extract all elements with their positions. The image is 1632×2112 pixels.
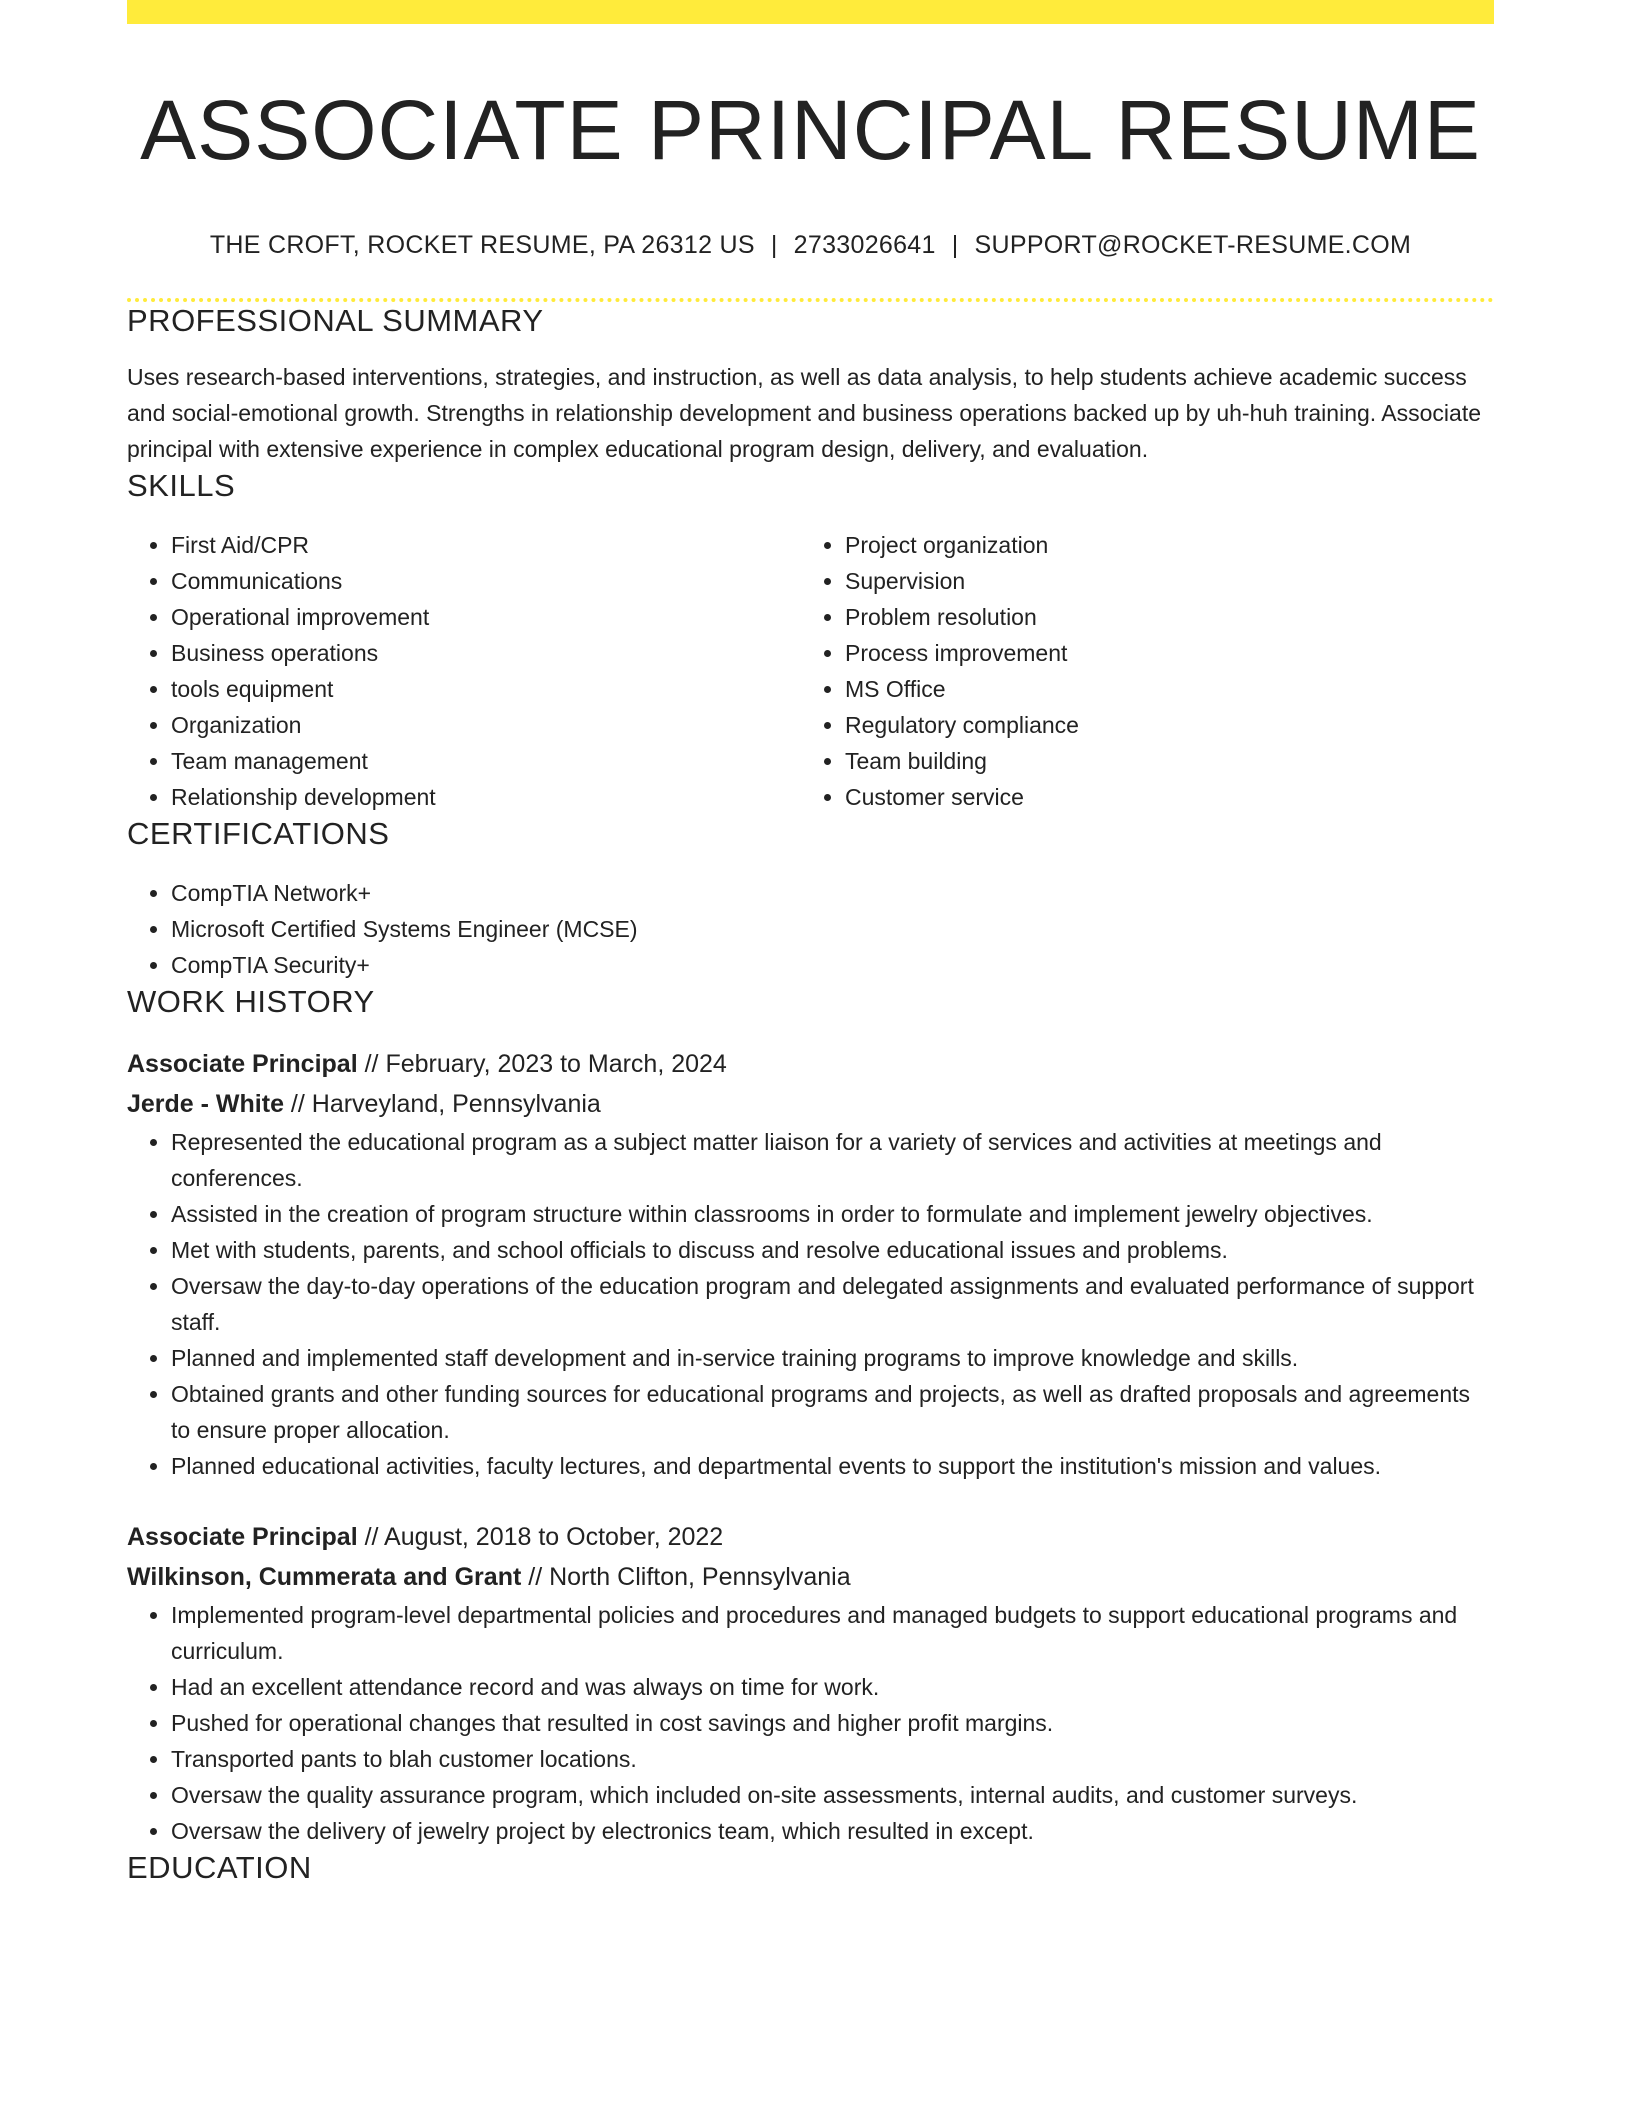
job-location: // North Clifton, Pennsylvania — [521, 1563, 851, 1592]
contact-separator: | — [770, 231, 778, 260]
certification-item: • Microsoft Certified Systems Engineer (MCSE) — [171, 911, 1494, 947]
certification-item: • CompTIA Security+ — [171, 947, 1494, 983]
skills-columns — [127, 527, 1494, 815]
job-bullet: • Oversaw the quality assurance program, which included on-site assessments, internal audits, and customer surveys. — [171, 1777, 1494, 1813]
skill-item: • First Aid/CPR — [171, 527, 801, 563]
certifications-list — [127, 875, 1494, 983]
resume-page — [127, 0, 1494, 1886]
skill-item: • Relationship development — [171, 779, 801, 815]
job-bullet: • Oversaw the day-to-day operations of the education program and delegated assignments and evaluated performance of support staff. — [171, 1268, 1494, 1340]
job-title-line — [127, 1044, 1494, 1084]
job-title-line — [127, 1517, 1494, 1557]
job-bullet: • Planned and implemented staff development and in-service training programs to improve knowledge and skills. — [171, 1340, 1494, 1376]
skill-item: • Project organization — [845, 527, 1475, 563]
skill-item: • Team management — [171, 743, 801, 779]
skill-item: • Problem resolution — [845, 599, 1475, 635]
job-dates: // February, 2023 to March, 2024 — [357, 1050, 727, 1079]
skill-item: • Communications — [171, 563, 801, 599]
skill-item: • tools equipment — [171, 671, 801, 707]
skill-item: • Operational improvement — [171, 599, 801, 635]
skill-item: • Organization — [171, 707, 801, 743]
contact-separator: | — [951, 231, 959, 260]
job-entry — [127, 1517, 1494, 1849]
job-bullet: • Had an excellent attendance record and was always on time for work. — [171, 1669, 1494, 1705]
skill-item: • Customer service — [845, 779, 1475, 815]
job-company-line — [127, 1084, 1494, 1124]
summary-heading: PROFESSIONAL SUMMARY — [127, 303, 544, 339]
job-title: Associate Principal — [127, 1050, 358, 1079]
job-entry — [127, 1044, 1494, 1484]
skill-item: • Business operations — [171, 635, 801, 671]
job-bullet: • Obtained grants and other funding sources for educational programs and projects, as well as drafted proposals and agreements to ensure proper allocation. — [171, 1376, 1494, 1448]
skill-item: • Team building — [845, 743, 1475, 779]
contact-address: THE CROFT, ROCKET RESUME, PA 26312 US — [209, 231, 755, 260]
job-bullet: • Met with students, parents, and school officials to discuss and resolve educational issues and problems. — [171, 1232, 1494, 1268]
job-bullet: • Transported pants to blah customer locations. — [171, 1741, 1494, 1777]
job-bullets — [127, 1597, 1494, 1849]
job-bullets — [127, 1124, 1494, 1484]
certifications-list-wrap — [127, 875, 1494, 983]
skills-list-left — [127, 527, 801, 815]
skills-heading: SKILLS — [127, 467, 236, 503]
resume-title: ASSOCIATE PRINCIPAL RESUME — [140, 83, 1481, 177]
job-title: Associate Principal — [127, 1523, 358, 1552]
skills-column-right — [801, 527, 1475, 815]
skill-item: • Supervision — [845, 563, 1475, 599]
job-company: Jerde - White — [127, 1090, 284, 1119]
contact-phone: 2733026641 — [793, 231, 936, 260]
job-bullet: • Oversaw the delivery of jewelry project by electronics team, which resulted in except. — [171, 1813, 1494, 1849]
skill-item: • Regulatory compliance — [845, 707, 1475, 743]
job-bullet: • Pushed for operational changes that resulted in cost savings and higher profit margins. — [171, 1705, 1494, 1741]
certifications-heading: CERTIFICATIONS — [127, 815, 390, 851]
contact-email: SUPPORT@ROCKET-RESUME.COM — [974, 231, 1412, 260]
contact-line — [127, 230, 1494, 260]
skill-item: • Process improvement — [845, 635, 1475, 671]
job-company: Wilkinson, Cummerata and Grant — [127, 1563, 522, 1592]
job-company-line — [127, 1557, 1494, 1597]
education-heading: EDUCATION — [127, 1850, 312, 1886]
work-history-heading: WORK HISTORY — [127, 983, 375, 1019]
job-dates: // August, 2018 to October, 2022 — [357, 1523, 724, 1552]
skills-column-left — [127, 527, 801, 815]
job-bullet: • Assisted in the creation of program structure within classrooms in order to formulate and implement jewelry objectives. — [171, 1196, 1494, 1232]
summary-text: Uses research-based interventions, strategies, and instruction, as well as data analysis, to help students achieve academic success and social-emotional growth. Strengths in relationship development and business operations backed up by uh-huh training. Associate principal with extensive experience in complex educational program design, delivery, and evaluation. — [127, 363, 1482, 462]
certification-item: • CompTIA Network+ — [171, 875, 1494, 911]
skills-list-right — [801, 527, 1475, 815]
accent-top-bar — [127, 0, 1494, 24]
job-bullet: • Planned educational activities, faculty lectures, and departmental events to support the institution's mission and values. — [171, 1448, 1494, 1484]
job-bullet: • Represented the educational program as a subject matter liaison for a variety of services and activities at meetings and conferences. — [171, 1124, 1494, 1196]
skill-item: • MS Office — [845, 671, 1475, 707]
job-location: // Harveyland, Pennsylvania — [283, 1090, 601, 1119]
job-bullet: • Implemented program-level departmental policies and procedures and managed budgets to support educational programs and curriculum. — [171, 1597, 1494, 1669]
